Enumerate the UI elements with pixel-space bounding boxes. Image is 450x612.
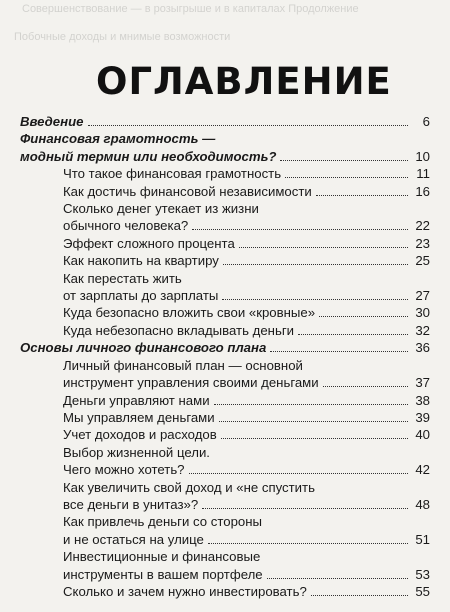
dot-leader — [267, 578, 408, 579]
toc-entry-title: инструменты в вашем портфеле — [63, 566, 263, 582]
toc-page-number: 25 — [415, 253, 430, 269]
toc-page-number: 36 — [415, 340, 430, 356]
toc-subsection-entry — [20, 548, 430, 565]
toc-section-entry — [20, 148, 430, 165]
toc-entry-title: Учет доходов и расходов — [63, 427, 217, 443]
toc-subsection-entry — [20, 374, 430, 391]
toc-entry-title: Как накопить на квартиру — [63, 253, 219, 269]
toc-page-number: 42 — [415, 462, 430, 478]
toc-section-entry — [20, 130, 430, 147]
toc-entry-title: Куда небезопасно вкладывать деньги — [63, 322, 294, 338]
toc-entry-title: Основы личного финансового плана — [20, 340, 267, 356]
toc-entry-title: от зарплаты до зарплаты — [63, 288, 219, 304]
dot-leader — [223, 264, 408, 265]
toc-page-number: 22 — [415, 218, 430, 234]
toc-subsection-entry — [20, 479, 430, 496]
dot-leader — [285, 177, 408, 178]
dot-leader — [319, 316, 408, 317]
dot-leader — [192, 229, 408, 230]
toc-entry-title: Деньги управляют нами — [63, 392, 210, 408]
toc-subsection-entry — [20, 461, 430, 478]
toc-subsection-entry — [20, 322, 430, 339]
dot-leader — [311, 595, 408, 596]
page-title: ОГЛАВЛЕНИЕ — [96, 60, 392, 103]
toc-page-number: 53 — [415, 566, 430, 582]
toc-entry-title: Чего можно хотеть? — [63, 462, 185, 478]
toc-entry-title: все деньги в унитаз»? — [63, 496, 199, 512]
toc-subsection-entry — [20, 496, 430, 513]
toc-entry-title: Как достичь финансовой независимости — [63, 183, 312, 199]
dot-leader — [221, 438, 408, 439]
toc-page-number: 6 — [422, 114, 430, 129]
toc-page-number: 55 — [415, 583, 430, 599]
toc-subsection-entry — [20, 183, 430, 200]
toc-page-number: 51 — [415, 531, 430, 547]
toc-entry-title: Эффект сложного процента — [63, 235, 235, 251]
ghost-line-2: Побочные доходы и мнимые возможности — [14, 31, 231, 43]
toc-subsection-entry — [20, 409, 430, 426]
toc-page-number: 10 — [415, 148, 430, 164]
toc-entry-title: Сколько денег утекает из жизни — [63, 201, 259, 217]
dot-leader — [239, 247, 408, 248]
toc-entry-title: Как увеличить свой доход и «не спустить — [63, 479, 315, 495]
toc-section-entry — [20, 113, 430, 130]
toc-entry-title: Выбор жизненной цели. — [63, 444, 210, 460]
toc-subsection-entry — [20, 235, 430, 252]
toc-page-number: 38 — [415, 392, 430, 408]
dot-leader — [280, 160, 408, 161]
toc-page-number: 23 — [415, 235, 430, 251]
toc-page-number: 39 — [415, 409, 430, 425]
toc-subsection-entry — [20, 513, 430, 530]
toc-subsection-entry — [20, 444, 430, 461]
toc-subsection-entry — [20, 287, 430, 304]
table-of-contents — [20, 113, 430, 600]
toc-subsection-entry — [20, 217, 430, 234]
toc-subsection-entry — [20, 583, 430, 600]
dot-leader — [270, 351, 408, 352]
toc-subsection-entry — [20, 252, 430, 269]
toc-page-number: 27 — [415, 288, 430, 304]
toc-entry-title: Как перестать жить — [63, 270, 182, 286]
toc-page-number: 32 — [415, 322, 430, 338]
toc-entry-title: Введение — [20, 114, 84, 129]
toc-page-number: 16 — [415, 183, 430, 199]
toc-subsection-entry — [20, 200, 430, 217]
toc-section-entry — [20, 339, 430, 356]
toc-entry-title: Финансовая грамотность — — [20, 131, 216, 147]
toc-page-number: 37 — [415, 375, 430, 391]
toc-subsection-entry — [20, 426, 430, 443]
toc-subsection-entry — [20, 304, 430, 321]
toc-entry-title: Мы управляем деньгами — [63, 409, 215, 425]
dot-leader — [222, 299, 408, 300]
dot-leader — [298, 334, 408, 335]
dot-leader — [202, 508, 408, 509]
toc-page-number: 11 — [416, 166, 430, 182]
toc-entry-title: Куда безопасно вложить свои «кровные» — [63, 305, 316, 321]
dot-leader — [323, 386, 408, 387]
toc-subsection-entry — [20, 165, 430, 182]
toc-page-number: 30 — [415, 305, 430, 321]
toc-entry-title: Личный финансовый план — основной — [63, 357, 303, 373]
dot-leader — [189, 473, 408, 474]
dot-leader — [88, 125, 409, 126]
ghost-line-1: Совершенствование — в розыгрыше и в капиталах Продолжение — [22, 3, 359, 15]
toc-subsection-entry — [20, 531, 430, 548]
toc-entry-title: Инвестиционные и финансовые — [63, 549, 261, 565]
toc-entry-title: Что такое финансовая грамотность — [63, 166, 282, 182]
toc-page-number: 40 — [415, 427, 430, 443]
toc-entry-title: модный термин или необходимость? — [20, 148, 277, 164]
dot-leader — [316, 195, 408, 196]
toc-entry-title: Как привлечь деньги со стороны — [63, 514, 263, 530]
toc-page-number: 48 — [415, 496, 430, 512]
toc-entry-title: и не остаться на улице — [63, 531, 204, 547]
toc-subsection-entry — [20, 392, 430, 409]
toc-subsection-entry — [20, 357, 430, 374]
dot-leader — [219, 421, 408, 422]
dot-leader — [214, 404, 408, 405]
toc-subsection-entry — [20, 566, 430, 583]
dot-leader — [208, 543, 408, 544]
toc-entry-title: обычного человека? — [63, 218, 189, 234]
toc-entry-title: Сколько и зачем нужно инвестировать? — [63, 583, 307, 599]
toc-entry-title: инструмент управления своими деньгами — [63, 375, 319, 391]
toc-subsection-entry — [20, 270, 430, 287]
